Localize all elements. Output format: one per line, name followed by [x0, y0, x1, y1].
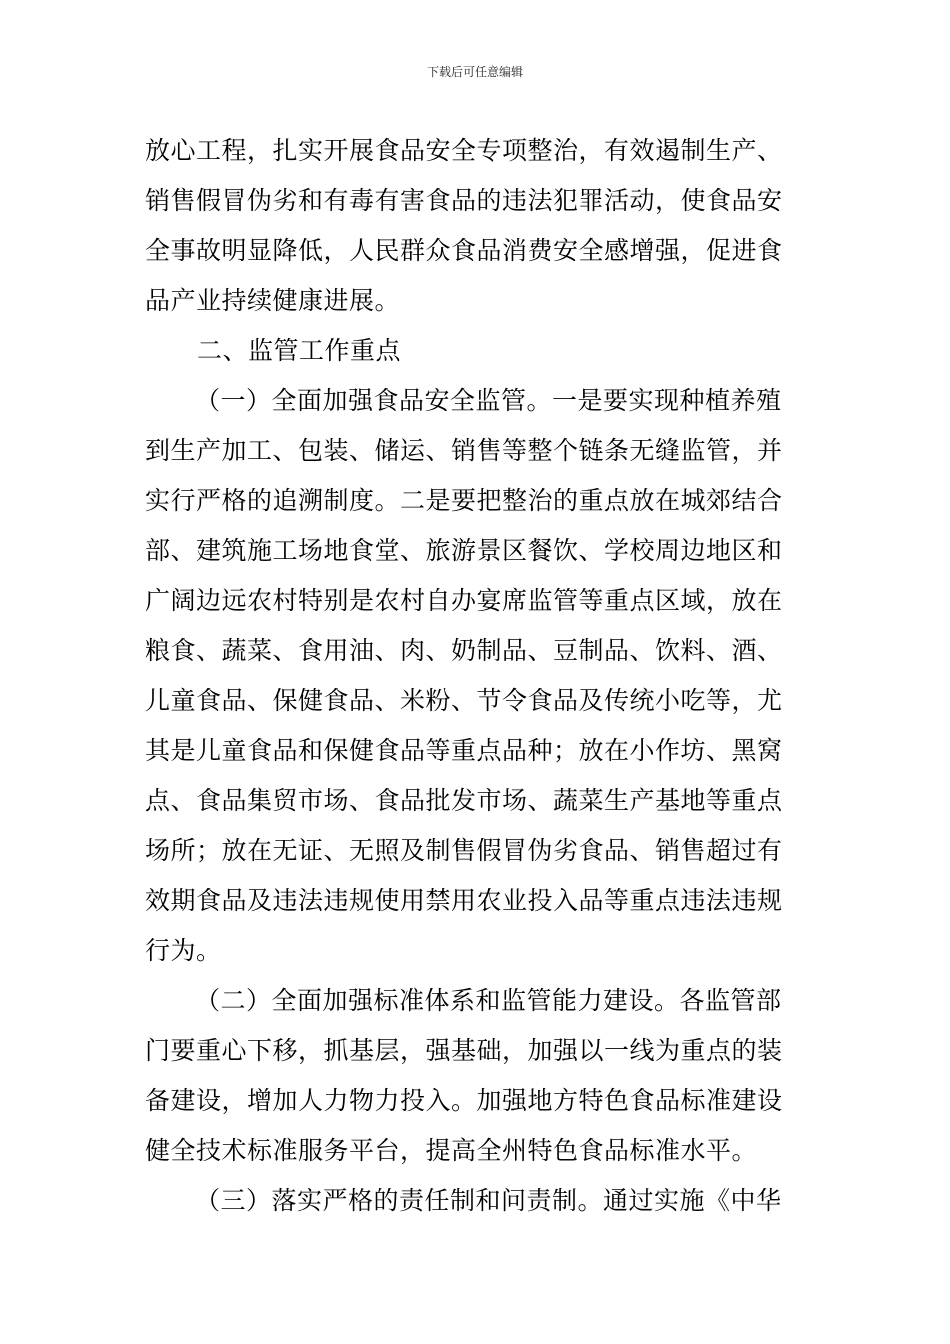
text-line: （二）全面加强标准体系和监管能力建设。各监管部 [195, 986, 782, 1015]
text-line: 放心工程，扎实开展食品安全专项整治，有效遏制生产、 [145, 136, 783, 165]
text-line: 备建设，增加人力物力投入。加强地方特色食品标准建设 [145, 1086, 783, 1115]
document-body [145, 126, 810, 1226]
section-heading: 二、监管工作重点 [197, 336, 402, 365]
text-line: 点、食品集贸市场、食品批发市场、蔬菜生产基地等重点 [145, 786, 783, 815]
text-line: （一）全面加强食品安全监管。一是要实现种植养殖 [195, 386, 782, 415]
text-line: 实行严格的追溯制度。二是要把整治的重点放在城郊结合 [145, 486, 783, 515]
text-line: 品产业持续健康进展。 [145, 286, 401, 315]
text-line: 健全技术标准服务平台，提高全州特色食品标准水平。 [145, 1136, 758, 1165]
page-header: 下载后可任意编辑 [426, 65, 523, 79]
text-line: （三）落实严格的责任制和问责制。通过实施《中华 [195, 1186, 782, 1215]
text-line: 销售假冒伪劣和有毒有害食品的违法犯罪活动，使食品安 [145, 186, 783, 215]
text-line: 其是儿童食品和保健食品等重点品种；放在小作坊、黑窝 [145, 736, 783, 765]
text-line: 儿童食品、保健食品、米粉、节令食品及传统小吃等，尤 [145, 686, 783, 715]
text-line: 全事故明显降低，人民群众食品消费安全感增强，促进食 [145, 236, 783, 265]
text-line: 粮食、蔬菜、食用油、肉、奶制品、豆制品、饮料、酒、 [145, 636, 783, 665]
text-line: 部、建筑施工场地食堂、旅游景区餐饮、学校周边地区和 [145, 536, 783, 565]
text-line: 到生产加工、包装、储运、销售等整个链条无缝监管，并 [145, 436, 783, 465]
text-line: 效期食品及违法违规使用禁用农业投入品等重点违法违规 [145, 886, 783, 915]
text-line: 广阔边远农村特别是农村自办宴席监管等重点区域，放在 [145, 586, 783, 615]
text-line: 行为。 [145, 936, 222, 965]
text-line: 门要重心下移，抓基层，强基础，加强以一线为重点的装 [145, 1036, 783, 1065]
text-line: 场所；放在无证、无照及制售假冒伪劣食品、销售超过有 [145, 836, 783, 865]
